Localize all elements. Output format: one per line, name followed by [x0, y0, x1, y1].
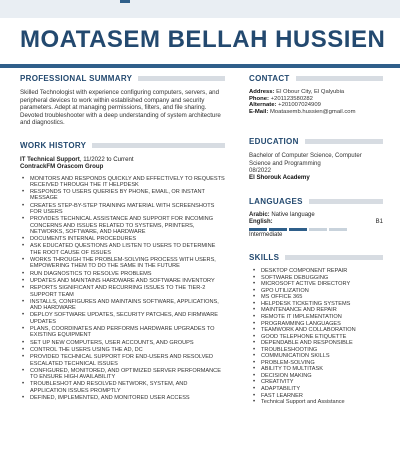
- job-duty-item: • CREATES STEP-BY-STEP TRAINING MATERIAL WITH SCREENSHOTS FOR USERS: [30, 203, 225, 216]
- job-duty-item: • DEFINED, IMPLEMENTED, AND MONITORED USER ACCESS: [30, 395, 225, 401]
- job-duty-item: • TROUBLESHOT AND RESOLVED NETWORK, SYSTEM, AND APPLICATION ISSUES PROMPTLY: [30, 381, 225, 394]
- education-degree: Bachelor of Computer Science, Computer Science and Programming: [249, 152, 362, 167]
- contact-label: Phone:: [249, 95, 269, 102]
- job-duty-item: • SET UP NEW COMPUTERS, USER ACCOUNTS, AND GROUPS: [30, 340, 225, 346]
- job-duty-item: • PLANS, COORDINATES AND PERFORMS HARDWARE UPGRADES TO EXISTING EQUIPMENT: [30, 326, 225, 339]
- top-accent-tick: [120, 0, 130, 3]
- candidate-name: MOATASEM BELLAH HUSSIEN: [20, 26, 386, 53]
- skill-item: • ABILITY TO MULTITASK: [261, 366, 383, 373]
- language-english-code: B1: [375, 219, 383, 226]
- job-duty-item: • ASK EDUCATED QUESTIONS AND LISTEN TO USERS TO DETERMINE THE ROOT CAUSE OF ISSUES: [30, 243, 225, 256]
- language-level-segment: [249, 228, 267, 231]
- skill-item: • TEAMWORK AND COLLABORATION: [261, 327, 383, 334]
- job-dates: , 11/2022 to Current: [79, 155, 134, 163]
- summary-text: Skilled Technologist with experience configuring computers, servers, and peripheral devices to work within established company and security parameters. Adept at managing permissions, filters, and file sharing. Devoted troubleshooter with a deep understanding of system architecture and diagnostics.: [20, 89, 221, 126]
- skill-item: • CREATIVITY: [261, 379, 383, 386]
- top-band: [0, 0, 400, 18]
- left-column: [20, 74, 225, 402]
- contact-line: [249, 102, 383, 109]
- skill-item: • GOOD TELEPHONE ETIQUETTE: [261, 334, 383, 341]
- skills-title: SKILLS: [249, 253, 280, 263]
- job-duties-list: [20, 176, 225, 402]
- contact-bar: [296, 76, 383, 81]
- language-english-level-bar: [249, 228, 383, 231]
- skill-item: • GPO UTILIZATION: [261, 288, 383, 295]
- work-history-bar: [92, 143, 225, 148]
- skill-item: • HELPDESK TICKETING SYSTEMS: [261, 301, 383, 308]
- skills-bar: [285, 255, 383, 260]
- languages-title: LANGUAGES: [249, 197, 303, 207]
- languages-bar: [309, 199, 383, 204]
- job-duty-item: • RESPONDS TO USERS QUERIES BY PHONE, EMAIL, OR INSTANT MESSAGE: [30, 189, 225, 202]
- skill-item: • SOFTWARE DEBUGGING: [261, 275, 383, 282]
- language-english: [249, 219, 383, 226]
- education-title: EDUCATION: [249, 137, 299, 147]
- summary-title: PROFESSIONAL SUMMARY: [20, 74, 133, 83]
- contact-line: [249, 89, 383, 96]
- skill-item: • FAST LEARNER: [261, 393, 383, 400]
- language-level-segment: [329, 228, 347, 231]
- summary-bar: [138, 76, 225, 81]
- language-arabic: [249, 212, 383, 219]
- job-heading: [20, 156, 225, 170]
- skill-item: • PROBLEM-SOLVING: [261, 360, 383, 367]
- skill-item: • DESKTOP COMPONENT REPAIR: [261, 268, 383, 275]
- language-english-level-word: Intermediate: [249, 232, 283, 239]
- skill-item: • PROGRAMMING LANGUAGES: [261, 321, 383, 328]
- right-column: [249, 74, 383, 406]
- skills-list: [249, 268, 383, 405]
- skill-item: • MS OFFICE 365: [261, 294, 383, 301]
- language-english-name: English:: [249, 219, 273, 226]
- skill-item: • ADAPTABILITY: [261, 386, 383, 393]
- job-duty-item: • DEPLOY SOFTWARE UPDATES, SECURITY PATCHES, AND FIRMWARE UPDATES: [30, 312, 225, 325]
- contact-value[interactable]: Moatasemb.hussien@gmail.com: [268, 108, 356, 115]
- skill-item: • COMMUNICATION SKILLS: [261, 353, 383, 360]
- contact-value: +201007024909: [276, 102, 321, 109]
- contact-label: Alternate:: [249, 102, 277, 109]
- skill-item: • DEPENDABLE AND RESPONSIBLE: [261, 340, 383, 347]
- contact-block: [249, 89, 383, 115]
- education-school: El Shorouk Academy: [249, 173, 310, 181]
- job-duty-item: • UPDATES AND MAINTAINS HARDWARE AND SOFTWARE INVENTORY: [30, 278, 225, 284]
- language-level-segment: [309, 228, 327, 231]
- language-level-segment: [269, 228, 287, 231]
- job-title: IT Technical Support: [20, 155, 80, 163]
- contact-value: +201123580282: [268, 95, 313, 102]
- contact-label: E-Mail:: [249, 108, 269, 115]
- job-duty-item: • WORKS THROUGH THE PROBLEM-SOLVING PROCESS WITH USERS, EMPOWERING THEM TO DO THE SAME IN THE FUTURE: [30, 257, 225, 270]
- skill-item: • MAINTENANCE AND REPAIR: [261, 307, 383, 314]
- skill-item: • REMOTE IT IMPLEMENTATION: [261, 314, 383, 321]
- job-duty-item: • INSTALLS, CONFIGURES AND MAINTAINS SOFTWARE, APPLICATIONS, AND HARDWARE: [30, 299, 225, 312]
- contact-value: El Obour City, El Qalyubia: [274, 89, 345, 95]
- language-arabic-level: Native language: [269, 212, 315, 219]
- job-company: ContrackFM Orascom Group: [20, 162, 104, 170]
- job-duty-item: • MONITORS AND RESPONDS QUICKLY AND EFFECTIVELY TO REQUESTS RECEIVED THROUGH THE IT HELPDESK: [30, 176, 225, 189]
- job-duty-item: • CONFIGURED, MONITORED, AND OPTIMIZED SERVER PERFORMANCE TO ENSURE HIGH AVAILABILITY: [30, 368, 225, 381]
- skill-item: • TROUBLESHOOTING: [261, 347, 383, 354]
- language-arabic-name: Arabic:: [249, 212, 270, 219]
- contact-line: [249, 96, 383, 103]
- skill-item: • DECISION MAKING: [261, 373, 383, 380]
- job-duty-item: • REPORTS SIGNIFICANT AND RECURRING ISSUES TO THE TIER-2 SUPPORT TEAM: [30, 285, 225, 298]
- education-block: [249, 152, 383, 181]
- header-rule: [0, 64, 400, 68]
- job-duty-item: • RUN DIAGNOSTICS TO RESOLVE PROBLEMS: [30, 271, 225, 277]
- work-history-title: WORK HISTORY: [20, 140, 87, 150]
- contact-line[interactable]: [249, 109, 383, 116]
- contact-title: CONTACT: [249, 74, 290, 83]
- job-duty-item: • DOCUMENTS INTERNAL PROCEDURES: [30, 236, 225, 242]
- skill-item: • MICROSOFT ACTIVE DIRECTORY: [261, 281, 383, 288]
- education-date: 08/2022: [249, 166, 272, 174]
- skill-item: • Technical Support and Assistance: [261, 399, 383, 406]
- education-bar: [305, 139, 383, 144]
- job-duty-item: • PROVIDED TECHNICAL SUPPORT FOR END-USERS AND RESOLVED ESCALATED TECHNICAL ISSUES: [30, 354, 225, 367]
- contact-label: Address:: [249, 89, 275, 95]
- language-level-segment: [289, 228, 307, 231]
- job-duty-item: • PROVIDES TECHNICAL ASSISTANCE AND SUPPORT FOR INCOMING CONCERNS AND ISSUES RELATED TO SYSTEMS, PRINTERS, NETWORKS, SOFTWARE, AND HARDWARE: [30, 216, 225, 235]
- job-duty-item: • CONTROL THE USERS USING THE AD, DC: [30, 347, 225, 353]
